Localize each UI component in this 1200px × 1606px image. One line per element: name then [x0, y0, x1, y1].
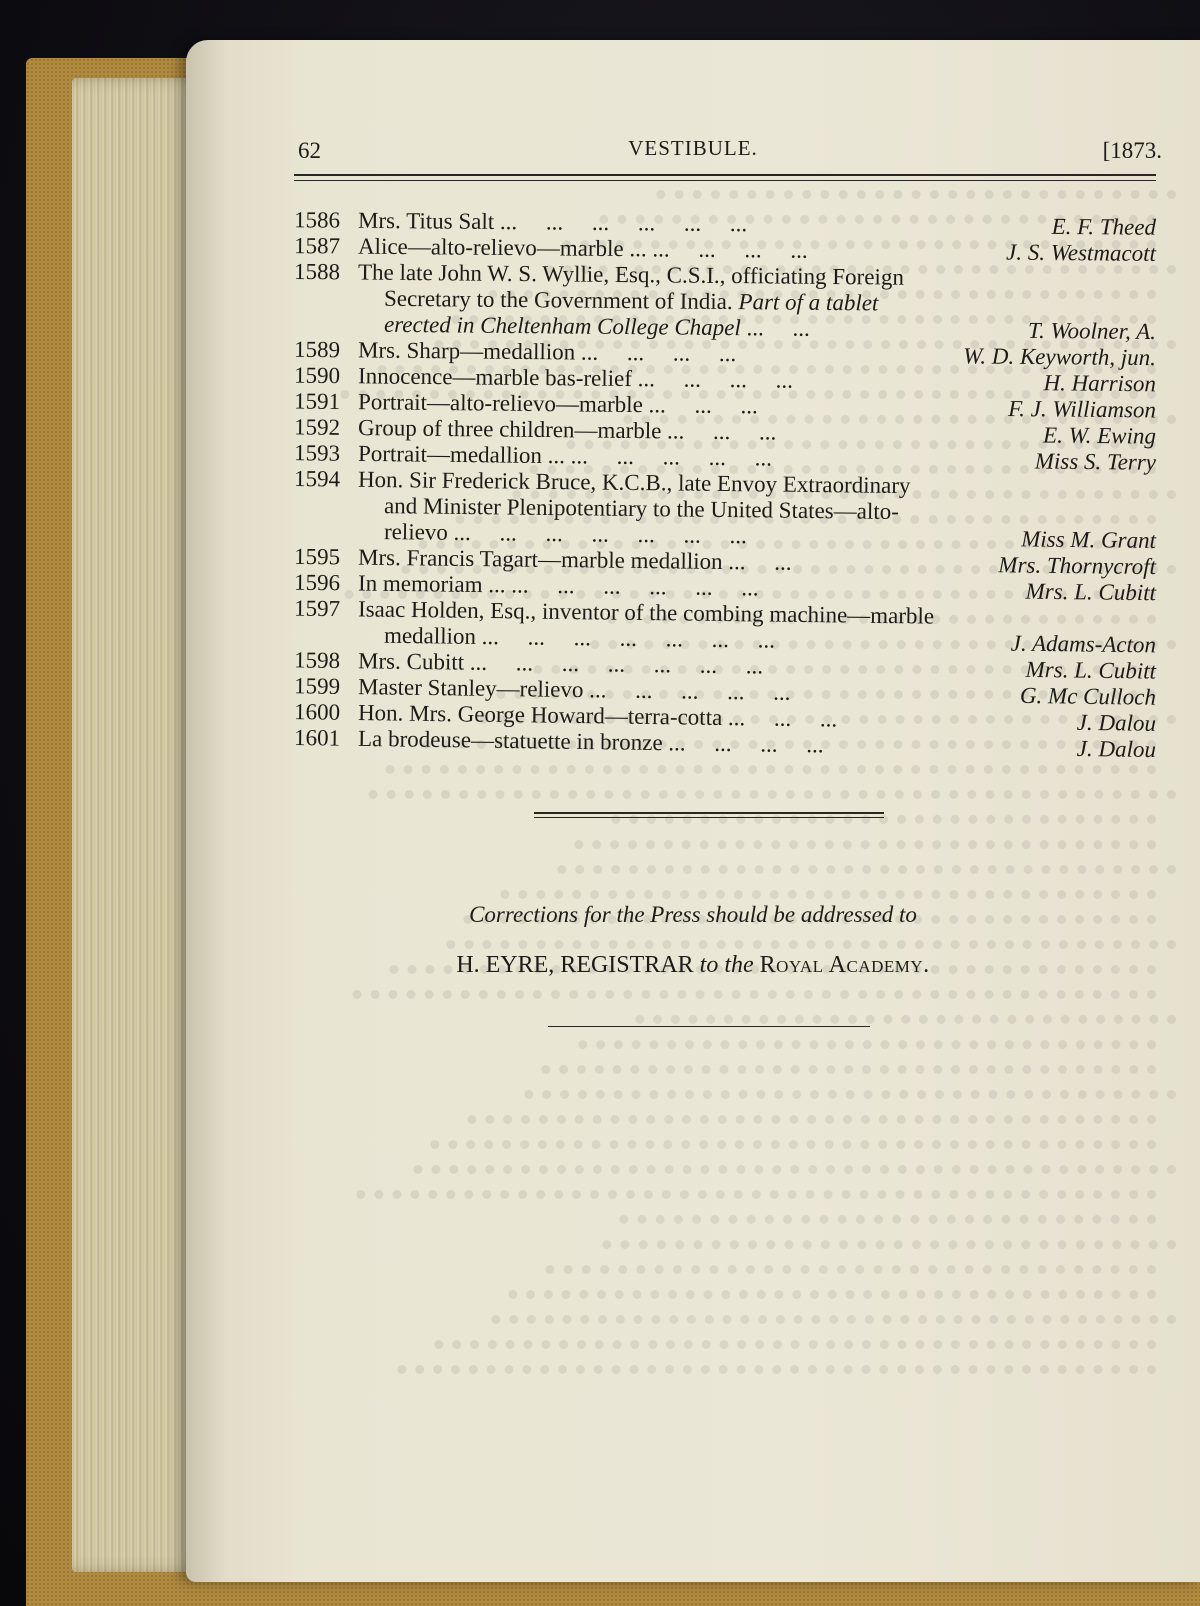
artist-name: J. S. Westmacott: [1005, 239, 1157, 266]
entry-number: 1593: [293, 440, 341, 466]
leader-dots: ... ... ... ...: [668, 730, 824, 758]
show-through-line: [508, 1290, 1156, 1309]
running-head: VESTIBULE.: [628, 136, 758, 160]
show-through-line: [545, 1265, 1156, 1284]
leader-dots: ... ... ... ... ... ...: [511, 572, 759, 601]
show-through-line: [413, 1165, 1176, 1184]
leader-dots: ... ... ... ... ...: [589, 677, 791, 705]
show-through-line: [602, 1240, 1176, 1259]
entry-number: 1589: [293, 336, 341, 363]
show-through-line: [578, 1040, 1156, 1059]
entry-number: 1591: [293, 388, 341, 414]
year-marker: [1873.: [1102, 138, 1162, 163]
show-through-line: [397, 1365, 1156, 1384]
to-the-text: to the: [699, 952, 754, 978]
entry-text: Group of three children—marble: [357, 415, 662, 444]
divider-rule-double-bottom: [534, 817, 884, 818]
entry-title: [358, 725, 824, 759]
leader-dots: ... ... ... ... ... ...: [499, 209, 748, 237]
entry-text: Mrs. Cubitt: [357, 648, 465, 675]
artist-name: Mrs. L. Cubitt: [1025, 578, 1157, 606]
show-through-line: [352, 990, 1156, 1009]
entry-number: 1588: [293, 258, 341, 285]
artist-name: T. Woolner, A.: [1027, 317, 1157, 345]
entry-text: Hon. Mrs. George Howard—terra-cotta: [357, 700, 723, 730]
entry-text: La brodeuse—statuette in bronze: [357, 725, 663, 756]
artist-name: E. F. Theed: [1051, 213, 1157, 240]
show-through-line: [656, 190, 1176, 209]
show-through-line: [574, 840, 1156, 859]
show-through-line: [491, 1315, 1176, 1334]
entry-number: 1598: [293, 647, 341, 674]
entry-text: Master Stanley—relievo: [357, 674, 584, 703]
registrar-address: [186, 952, 1200, 979]
leader-dots: ... ... ...: [727, 705, 838, 732]
leader-dots: ... ...: [728, 549, 792, 575]
corrections-note: Corrections for the Press should be addressed to: [469, 902, 917, 927]
show-through-line: [356, 1190, 1156, 1209]
artist-name: Mrs. Thornycroft: [998, 552, 1157, 580]
entry-number: 1599: [293, 673, 341, 699]
leader-dots: ... ... ... ...: [652, 236, 808, 263]
academy-name: Royal Academy.: [759, 952, 930, 978]
leader-dots: ... ... ...: [648, 392, 758, 419]
entry-italic-text: erected in Cheltenham College Chapel: [383, 311, 741, 341]
artist-name: Miss M. Grant: [1021, 526, 1157, 553]
show-through-line: [541, 1065, 1156, 1084]
leader-dots: ... ... ... ... ... ... ...: [453, 519, 748, 549]
entry-number: 1594: [293, 466, 341, 492]
entry-text: Alice—alto-relievo—marble ...: [357, 233, 647, 262]
entry-text: Hon. Sir Frederick Bruce, K.C.B., late Envoy Extraordinary: [357, 466, 911, 499]
entry-text: In memoriam ...: [357, 570, 506, 598]
leader-dots: ... ... ...: [666, 418, 777, 445]
entry-number: 1590: [293, 362, 341, 389]
entry-text: Isaac Holden, Esq., inventor of the combing machine—marble: [357, 596, 935, 629]
entry-number: 1601: [293, 724, 341, 751]
leader-dots: ... ... ... ...: [580, 339, 737, 367]
show-through-line: [635, 1015, 1176, 1034]
header-rule: [294, 174, 1156, 181]
entry-number: 1597: [293, 595, 341, 622]
registrar-name: H. EYRE, REGISTRAR: [456, 952, 694, 978]
artist-name: F. J. Williamson: [1008, 395, 1157, 423]
leader-dots: ... ... ... ... ... ... ...: [469, 649, 764, 679]
entry-text: relievo: [383, 519, 449, 545]
entry-text: Mrs. Titus Salt: [357, 207, 495, 234]
show-through-line: [434, 1340, 1156, 1359]
leader-dots: ... ... ... ... ... ... ...: [481, 623, 776, 653]
entry-number: 1586: [293, 207, 341, 233]
show-through-line: [557, 865, 1176, 884]
show-through-line: [467, 1115, 1156, 1134]
entry-text: medallion: [383, 622, 477, 649]
show-through-line: [619, 1215, 1156, 1234]
artist-name: J. Dalou: [1076, 735, 1157, 763]
artist-name: J. Adams-Acton: [1010, 630, 1157, 658]
divider-rule-double-top: [534, 812, 884, 814]
entry-text: Portrait—medallion ...: [357, 440, 566, 469]
entry-text: Innocence—marble bas-relief: [357, 363, 633, 392]
leader-dots: ... ... ... ...: [637, 366, 794, 393]
entry-text: and Minister Plenipotentiary to the United States—alto-: [383, 493, 899, 525]
entry-number: 1595: [293, 543, 341, 570]
entry-number: 1596: [293, 569, 341, 596]
artist-name: W. D. Keyworth, jun.: [963, 343, 1157, 371]
entry-text: Mrs. Francis Tagart—marble medallion: [357, 544, 723, 574]
entry-number: 1600: [293, 699, 341, 725]
page-edges: [72, 78, 202, 1572]
leader-dots: ... ...: [746, 315, 810, 341]
show-through-line: [430, 1140, 1156, 1159]
book-page: [186, 40, 1200, 1582]
divider-rule-bottom: [548, 1026, 870, 1027]
entry-text: The late John W. S. Wyllie, Esq., C.S.I., officiating Foreign: [357, 259, 905, 290]
show-through-line: [524, 1090, 1176, 1109]
entry-number: 1587: [293, 233, 341, 259]
artist-name: E. W. Ewing: [1042, 422, 1157, 449]
artist-name: Mrs. L. Cubitt: [1025, 656, 1157, 684]
entry-italic-note: Part of a tablet: [738, 289, 879, 316]
artist-name: J. Dalou: [1076, 709, 1157, 736]
show-through-line: [368, 790, 1176, 809]
entry-number: 1592: [293, 414, 341, 440]
entry-text: Secretary to the Government of India.: [383, 285, 733, 315]
artist-name: H. Harrison: [1043, 370, 1157, 397]
leader-dots: ... ... ... ... ...: [570, 443, 773, 471]
page-number: 62: [298, 138, 321, 163]
artist-name: Miss S. Terry: [1034, 448, 1157, 475]
entry-text: Mrs. Sharp—medallion: [357, 337, 576, 365]
show-through-line: [385, 765, 1156, 784]
artist-name: G. Mc Culloch: [1019, 682, 1157, 710]
entry-text: Portrait—alto-relievo—marble: [357, 389, 643, 418]
